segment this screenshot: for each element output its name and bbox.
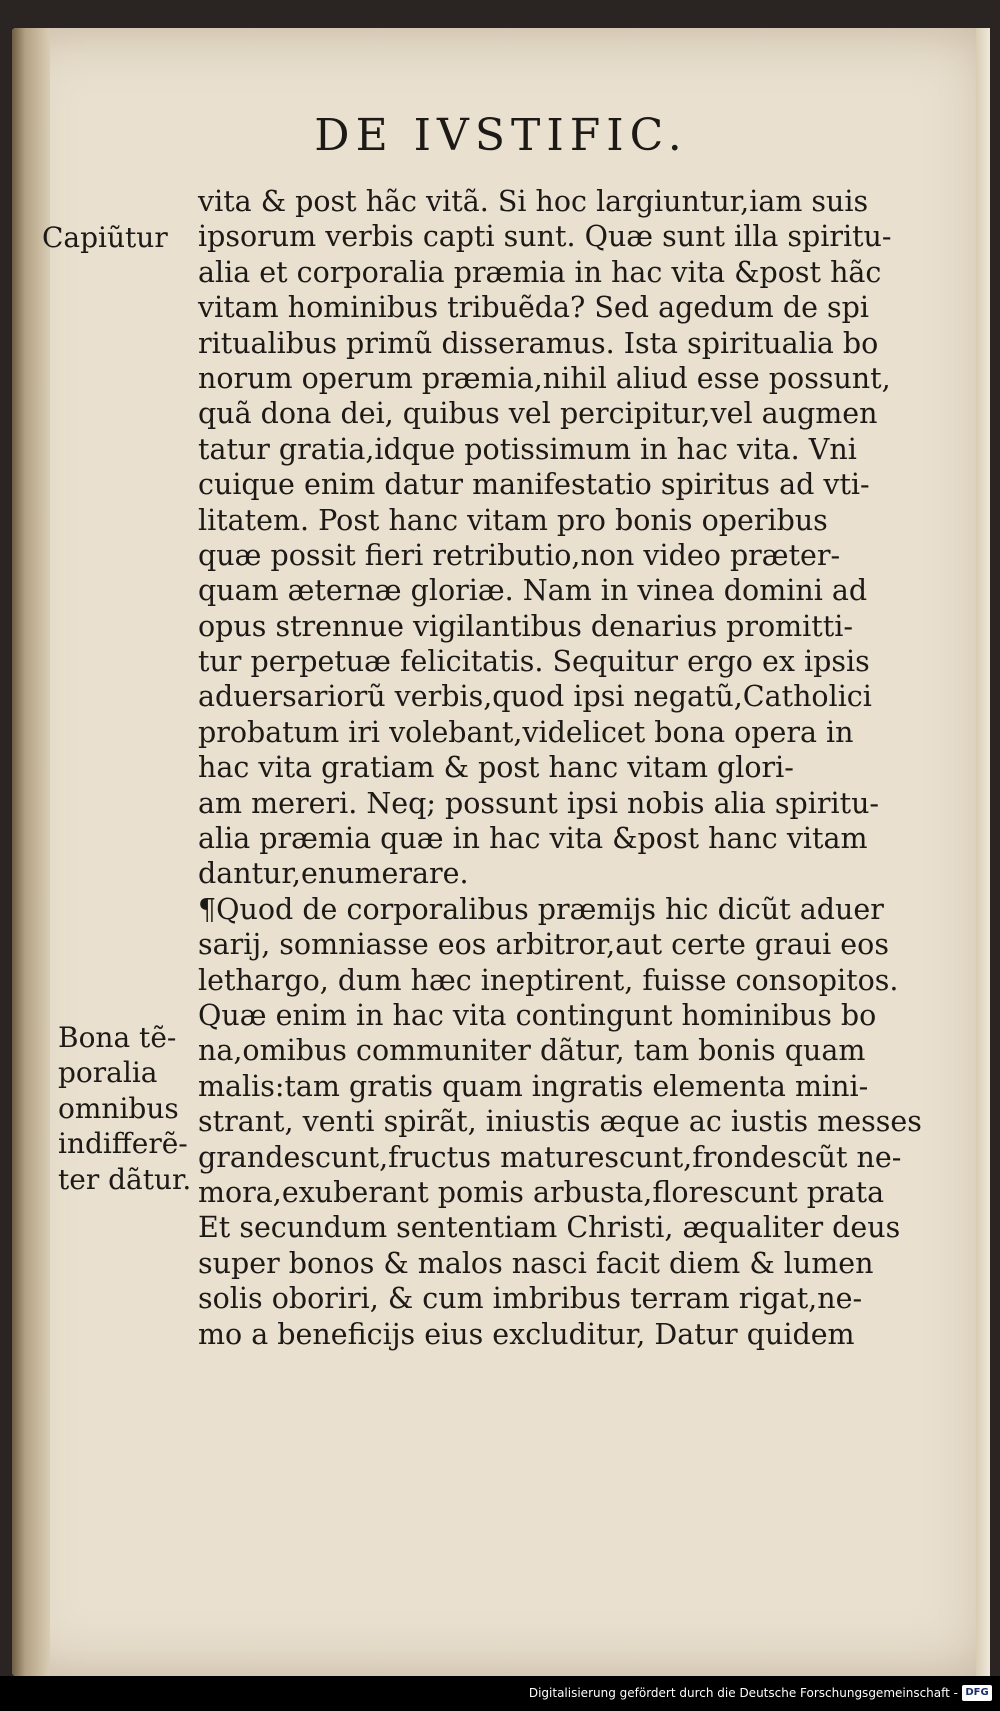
dfg-logo-icon: DFG [962, 1685, 992, 1701]
text-line: ipsorum verbis capti sunt. Quæ sunt illa spiritu- [198, 220, 892, 254]
text-line: quã dona dei, quibus vel percipitur,vel augmen [198, 397, 878, 431]
text-line: Et secundum sententiam Christi, æqualiter deus [198, 1211, 901, 1245]
text-line: aduersariorũ verbis,quod ipsi negatũ,Catholici [198, 680, 872, 714]
book-page [12, 28, 990, 1676]
funding-credit: Digitalisierung gefördert durch die Deutsche Forschungsgemeinschaft - [528, 1686, 958, 1700]
text-line: tatur gratia,idque potissimum in hac vita. Vni [198, 432, 857, 466]
running-header: DE IVSTIFIC. [314, 110, 688, 161]
text-line: na,omibus communiter dãtur, tam bonis quam [198, 1034, 866, 1068]
page-edge [976, 28, 990, 1676]
text-line: vitam hominibus tribuẽda? Sed agedum de spi [198, 291, 870, 325]
text-line: grandescunt,fructus maturescunt,frondescũt ne- [198, 1140, 902, 1174]
text-line: tur perpetuæ felicitatis. Sequitur ergo ex ipsis [198, 645, 870, 679]
text-line: am mereri. Neq; possunt ipsi nobis alia spiritu- [198, 786, 880, 820]
text-line: alia et corporalia præmia in hac vita &post hãc [198, 255, 882, 289]
margin-note-line: Capiũtur [42, 221, 168, 254]
margin-note-line: Bona tẽ- [58, 1021, 177, 1054]
text-line: lethargo, dum hæc ineptirent, fuisse consopitos. [198, 963, 899, 997]
text-line: quam æternæ gloriæ. Nam in vinea domini ad [198, 574, 868, 608]
footer-bar [0, 1676, 1000, 1711]
text-line: quæ possit fieri retributio,non video præter- [198, 538, 841, 572]
text-line: solis oboriri, & cum imbribus terram rigat,ne- [198, 1282, 863, 1316]
margin-note-line: ter dãtur. [58, 1162, 192, 1196]
text-line: ritualibus primũ disseramus. Ista spiritualia bo [198, 326, 879, 360]
text-line: opus strennue vigilantibus denarius promitti- [198, 609, 853, 643]
text-line: malis:tam gratis quam ingratis elementa mini- [198, 1069, 869, 1103]
body-text [198, 184, 922, 1352]
text-line: mora,exuberant pomis arbusta,florescunt prata [198, 1175, 885, 1209]
margin-note-line: omnibus [58, 1091, 179, 1125]
text-line: sarij, somniasse eos arbitror,aut certe graui eos [198, 928, 889, 962]
margin-note-line: indifferẽ- [58, 1127, 188, 1161]
text-line: strant, venti spirãt, iniustis æque ac iustis messes [198, 1105, 922, 1139]
margin-note-line: poralia [58, 1056, 158, 1090]
text-line: ¶Quod de corporalibus præmijs hic dicũt aduer [198, 892, 884, 926]
page-gutter [12, 28, 50, 1676]
text-line: alia præmia quæ in hac vita &post hanc vitam [198, 822, 868, 856]
text-line: mo a beneficijs eius excluditur, Datur quidem [198, 1317, 855, 1351]
text-line: cuique enim datur manifestatio spiritus ad vti- [198, 468, 870, 502]
text-line: vita & post hãc vitã. Si hoc largiuntur,iam suis [198, 185, 869, 218]
margin-note-capiuntur [42, 220, 168, 255]
text-line: dantur,enumerare. [198, 857, 469, 891]
text-line: probatum iri volebant,videlicet bona opera in [198, 715, 854, 749]
text-line: Quæ enim in hac vita contingunt hominibus bo [198, 998, 877, 1032]
margin-note-bona-temporalia [58, 1020, 191, 1197]
text-line: super bonos & malos nasci facit diem & lumen [198, 1246, 874, 1280]
text-line: litatem. Post hanc vitam pro bonis operibus [198, 503, 828, 537]
text-line: hac vita gratiam & post hanc vitam glori- [198, 751, 794, 785]
text-line: norum operum præmia,nihil aliud esse possunt, [198, 361, 891, 395]
